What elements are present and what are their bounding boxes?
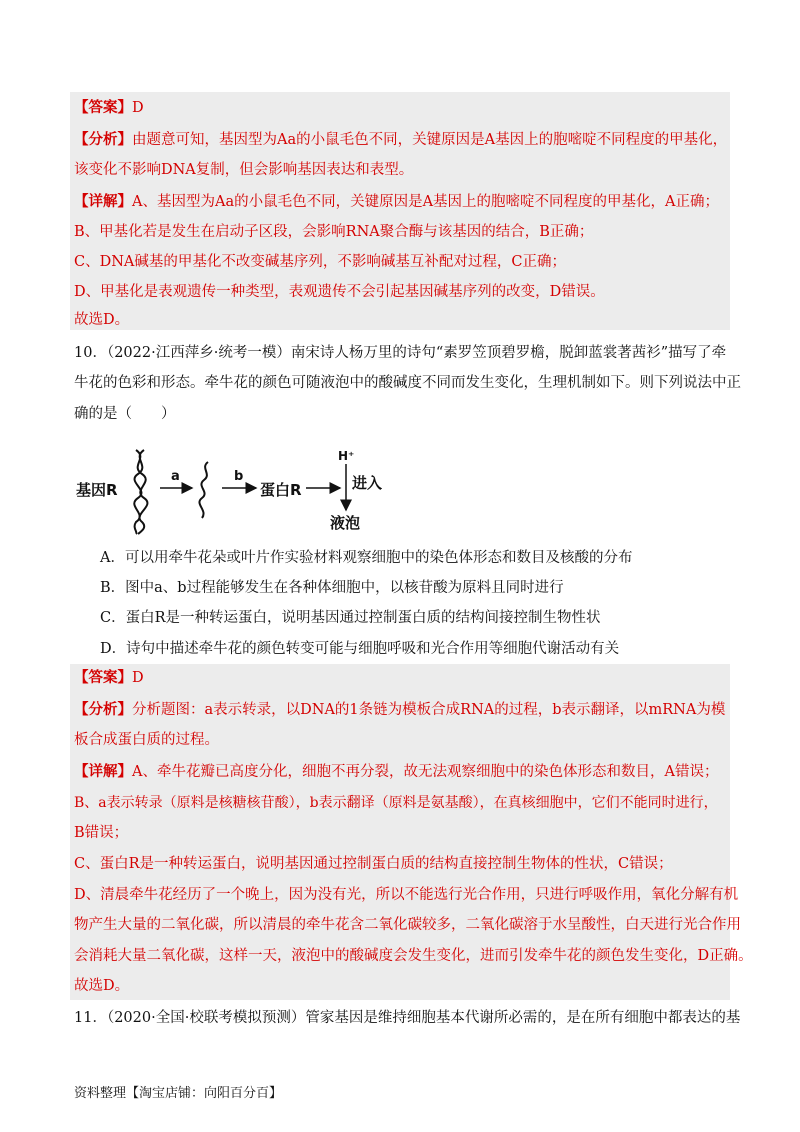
detail-line [74,762,728,782]
detail-tag: 【详解】 [74,763,132,780]
question-10-stem: 确的是（ ） [74,406,176,422]
step-a-label: a [171,469,180,484]
answer-value: D [132,100,144,116]
analysis-text: 由题意可知，基因型为Aa的小鼠毛色不同，关键原因是A基因上的胞嘧啶不同程度的甲基化， [132,132,728,148]
ion-label: H⁺ [338,449,355,463]
detail-text: C、蛋白R是一种转运蛋白，说明基因通过控制蛋白质的结构直接控制生物体的性状，C错误； [74,856,673,872]
detail-line [74,192,728,212]
mechanism-diagram [74,440,414,540]
detail-tag: 【详解】 [74,193,132,210]
detail-text: D、清晨牵牛花经历了一个晚上，因为没有光，所以不能选行光合作用，只进行呼吸作用，氧化分解有机 [74,887,739,903]
analysis-line [74,130,728,150]
analysis-tag: 【分析】 [74,131,132,148]
protein-label: 蛋白R [260,481,302,499]
option-c: C．蛋白R是一种转运蛋白，说明基因通过控制蛋白质的结构间接控制生物性状 [100,610,601,626]
conclusion-text: 故选D。 [74,978,130,994]
analysis-line [74,700,728,720]
step-b-label: b [234,469,244,484]
detail-text: B、甲基化若是发生在启动子区段，会影响RNA聚合酶与该基因的结合，B正确； [74,224,594,240]
analysis-text: 分析题图：a表示转录，以DNA的1条链为模板合成RNA的过程，b表示翻译，以mRNA为模 [132,702,726,718]
question-10-stem: 10．（2022·江西萍乡·统考一模）南宋诗人杨万里的诗句“素罗笠顶碧罗檐，脱卸蓝裳著茜衫”描写了牵 [74,345,727,361]
conclusion-text: 故选D。 [74,312,130,328]
detail-text: A、基因型为Aa的小鼠毛色不同，关键原因是A基因上的胞嘧啶不同程度的甲基化，A正确； [132,194,720,210]
answer-tag: 【答案】 [74,669,132,686]
answer-value: D [132,670,144,686]
detail-text: 会消耗大量二氧化碳，这样一天，液泡中的酸碱度会发生变化，进而引发牵牛花的颜色发生变化，D正确。 [74,948,753,964]
detail-text: D、甲基化是表观遗传一种类型，表观遗传不会引起基因碱基序列的改变，D错误。 [74,284,605,300]
detail-text: 物产生大量的二氧化碳，所以清晨的牵牛花含二氧化碳较多，二氧化碳溶于水呈酸性，白天进行光合作用 [74,917,741,933]
question-10-stem: 牛花的色彩和形态。牵牛花的颜色可随液泡中的酸碱度不同而发生变化，生理机制如下。则下列说法中正 [74,375,741,391]
question-11-stem: 11．（2020·全国·校联考模拟预测）管家基因是维持细胞基本代谢所必需的，是在所有细胞中都表达的基 [74,1010,741,1026]
gene-label: 基因R [76,481,118,499]
page-footer: 资料整理【淘宝店铺：向阳百分百】 [74,1086,283,1101]
enter-label: 进入 [352,474,383,492]
analysis-tag: 【分析】 [74,701,132,718]
detail-text: C、DNA碱基的甲基化不改变碱基序列，不影响碱基互补配对过程，C正确； [74,254,566,270]
detail-text: A、牵牛花瓣已高度分化，细胞不再分裂，故无法观察细胞中的染色体形态和数目，A错误； [132,764,719,780]
vacuole-label: 液泡 [330,514,361,532]
analysis-text-cont: 该变化不影响DNA复制，但会影响基因表达和表型。 [74,162,414,178]
option-b: B．图中a、b过程能够发生在各种体细胞中，以核苷酸为原料且同时进行 [100,580,564,596]
answer-line [74,98,728,118]
option-a: A．可以用牵牛花朵或叶片作实验材料观察细胞中的染色体形态和数目及核酸的分布 [100,550,633,566]
answer-line [74,668,728,688]
detail-text: B错误； [74,825,129,841]
mrna-icon [199,462,208,518]
option-d: D．诗句中描述牵牛花的颜色转变可能与细胞呼吸和光合作用等细胞代谢活动有关 [100,641,620,657]
detail-text: B、a表示转录（原料是核糖核苷酸），b表示翻译（原料是氨基酸），在真核细胞中，它们不能同时进行， [74,795,718,811]
analysis-text-cont: 板合成蛋白质的过程。 [74,732,219,748]
answer-tag: 【答案】 [74,99,132,116]
